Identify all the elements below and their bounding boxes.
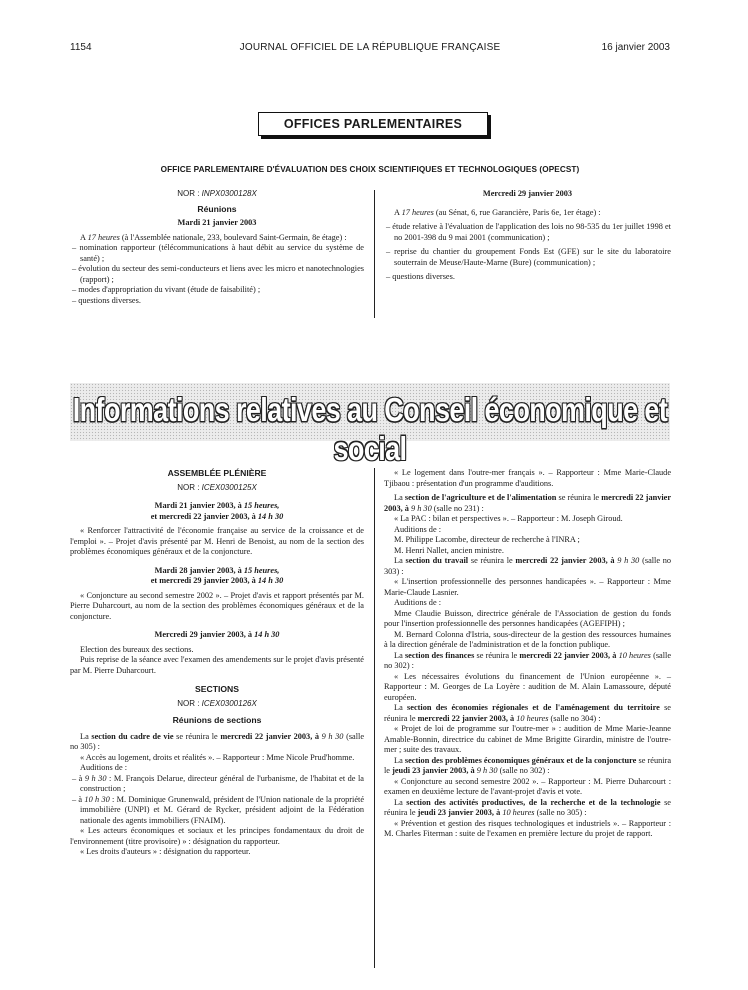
audition-item: Mme Claudie Buisson, directrice générale de l'Association de gestion du fonds pour l'insertion professionnelle des personnes handicapées (AGEFIPH) ; <box>384 608 671 628</box>
issue-date: 16 janvier 2003 <box>601 42 670 53</box>
section-item: « Les droits d'auteurs » : désignation du rapporteur. <box>80 847 251 856</box>
section-announcement: La section du cadre de vie se réunira le mercredi 22 janvier 2003, à 9 h 30 (salle no 305) : <box>70 731 365 751</box>
agenda-item: – nomination rapporteur (télécommunications à haut débit au service du système de santé) ; <box>72 243 364 263</box>
meeting-date: Mercredi 29 janvier 2003 <box>482 189 573 198</box>
offices-title: OFFICES PARLEMENTAIRES <box>283 117 463 131</box>
session-text: « Conjoncture au second semestre 2002 ». – Projet d'avis et rapport présentés par M. Pierre Duharcourt, au nom de la section des problèmes économiques généraux et de la conjoncture. <box>70 590 364 621</box>
column-divider <box>374 468 375 968</box>
session-date: et mercredi 22 janvier 2003, à 14 h 30 <box>150 511 284 521</box>
section-item: « Le logement dans l'outre-mer français ». – Rapporteur : Mme Marie-Claude Tjibaou : présentation d'un programme d'auditions. <box>384 468 671 488</box>
session-date: Mardi 28 janvier 2003, à 15 heures, <box>154 565 280 575</box>
agenda-item: – étude relative à l'évaluation de l'application des lois no 98-535 du 1er juillet 1998 et no 2001-398 du 9 mai 2001 (communication) ; <box>386 222 671 242</box>
offices-parlementaires-heading <box>258 112 488 136</box>
section-announcement: La section des finances se réunira le mercredi 22 janvier 2003, à 10 heures (salle no 302) : <box>384 650 672 670</box>
session-date: et mercredi 29 janvier 2003, à 14 h 30 <box>150 576 284 585</box>
ces-banner-title: Informations relatives au Conseil économique et social <box>72 391 668 468</box>
session-text: « Renforcer l'attractivité de l'économie française au service de la croissance et de l'emploi ». – Projet d'avis présenté par M. Henri de Benoist, au nom de la section des problèmes économiques généraux et de la conjoncture. <box>70 526 364 556</box>
agenda-item: – évolution du secteur des semi-conducteurs et liens avec les micro et nanotechnologies (rapport) ; <box>72 264 364 284</box>
section-announcement: La section des problèmes économiques généraux et de la conjoncture se réunira le jeudi 23 janvier 2003, à 9 h 30 (salle no 302) : <box>384 755 671 775</box>
agenda-item: – modes d'appropriation du vivant (étude de faisabilité) ; <box>72 285 261 294</box>
reunions-sections-heading: Réunions de sections <box>172 715 262 725</box>
auditions-label: Auditions de : <box>394 524 442 534</box>
agenda-item: – reprise du chantier du groupement Fonds Est (GFE) sur le site du laboratoire souterrain de Meuse/Haute-Marne (Bure) (communication) ; <box>386 247 671 267</box>
nor-line: NOR : INPX0300128X <box>177 189 257 198</box>
audition-item: – à 10 h 30 : M. Dominique Grunenwald, président de l'Union nationale de la propriété immobilière (UNPI) et M. Gérard de Rycker, président adjoint de la Fédération nationale des agents immobiliers (FNAIM). <box>72 794 365 825</box>
audition-item: M. Henri Nallet, ancien ministre. <box>394 545 504 555</box>
auditions-label: Auditions de : <box>394 598 442 607</box>
meeting-date: Mardi 21 janvier 2003 <box>177 218 257 227</box>
agenda-item: – questions diverses. <box>386 272 455 281</box>
section-item: « Les nécessaires évolutions du financement de l'Union européenne ». – Rapporteur : M. Georges de La Loyère : audition de M. Alain Lamassoure, député européen. <box>384 671 671 702</box>
session-date: Mercredi 29 janvier 2003, à 14 h 30 <box>154 630 280 639</box>
meeting-intro: A 17 heures (à l'Assemblée nationale, 233, boulevard Saint-Germain, 8e étage) : <box>80 232 347 242</box>
assemblee-title: ASSEMBLÉE PLÉNIÈRE <box>167 468 267 478</box>
section-item: « Prévention et gestion des risques technologiques et industriels ». – Rapporteur : M. Charles Fiterman : suite de l'examen en première lecture du projet de rapport. <box>384 818 671 838</box>
session-text: Election des bureaux des sections. <box>80 644 194 654</box>
nor-line: NOR : ICEX0300125X <box>177 482 257 492</box>
section-item: « Conjoncture au second semestre 2002 ». – Rapporteur : M. Pierre Duharcourt : examen en deuxième lecture de l'avant-projet d'avis et vote. <box>384 776 671 796</box>
nor-line: NOR : ICEX0300126X <box>177 698 257 708</box>
section-announcement: La section de l'agriculture et de l'alimentation se réunira le mercredi 22 janvier 2003, à 9 h 30 (salle no 231) : <box>384 493 672 513</box>
page-number: 1154 <box>70 42 92 53</box>
section-announcement: La section des économies régionales et de l'aménagement du territoire se réunira le mercredi 22 janvier 2003, à 10 heures (salle no 304) : <box>384 703 671 723</box>
opecst-left-column <box>70 189 364 306</box>
reunions-heading: Réunions <box>197 203 237 214</box>
opecst-right-column <box>384 189 671 283</box>
section-item: « Accès au logement, droits et réalités ». – Rapporteur : Mme Nicole Prud'homme. <box>80 752 355 762</box>
section-item: « Projet de loi de programme sur l'outre-mer » : audition de Mme Marie-Jeanne Amable-Bonnin, directrice du cabinet de Mme Brigitte Girardin, ministre de l'outre-mer ; suite des travaux. <box>384 724 671 754</box>
audition-item: M. Philippe Lacombe, directeur de recherche à l'INRA ; <box>394 535 580 544</box>
agenda-item: – questions diverses. <box>72 295 141 305</box>
ces-right-column <box>384 468 671 840</box>
audition-item: M. Bernard Colonna d'Istria, sous-directeur de la gestion des ressources humaines à la direction générale de l'administration et de la fonction publique. <box>384 629 671 649</box>
meeting-intro: A 17 heures (au Sénat, 6, rue Garancière, Paris 6e, 1er étage) : <box>394 207 601 217</box>
sections-title: SECTIONS <box>195 684 239 694</box>
auditions-label: Auditions de : <box>80 763 128 772</box>
session-text: Puis reprise de la séance avec l'examen des amendements sur le projet d'avis présenté par M. Pierre Duharcourt. <box>70 655 364 675</box>
opecst-title: OFFICE PARLEMENTAIRE D'ÉVALUATION DES CHOIX SCIENTIFIQUES ET TECHNOLOGIQUES (OPECST) <box>160 165 580 174</box>
section-announcement: La section du travail se réunira le mercredi 22 janvier 2003, à 9 h 30 (salle no 303) : <box>384 556 672 576</box>
section-announcement: La section des activités productives, de la recherche et de la technologie se réunira le jeudi 23 janvier 2003, à 10 heures (salle no 305) : <box>384 797 671 817</box>
column-divider <box>374 190 375 318</box>
audition-item: – à 9 h 30 : M. François Delarue, directeur général de l'urbanisme, de l'habitat et de la construction ; <box>72 773 364 793</box>
journal-title: JOURNAL OFFICIEL DE LA RÉPUBLIQUE FRANÇAISE <box>239 42 501 53</box>
section-item: « L'insertion professionnelle des personnes handicapées ». – Rapporteur : Mme Marie-Claude Lasnier. <box>384 577 671 597</box>
section-item: « La PAC : bilan et perspectives ». – Rapporteur : M. Joseph Giroud. <box>394 514 623 523</box>
session-date: Mardi 21 janvier 2003, à 15 heures, <box>154 501 280 510</box>
section-item: « Les acteurs économiques et sociaux et les principes fondamentaux du droit de l'environnement (titre provisoire) » : désignation du rapporteur. <box>70 826 364 846</box>
ces-left-column <box>70 468 364 858</box>
